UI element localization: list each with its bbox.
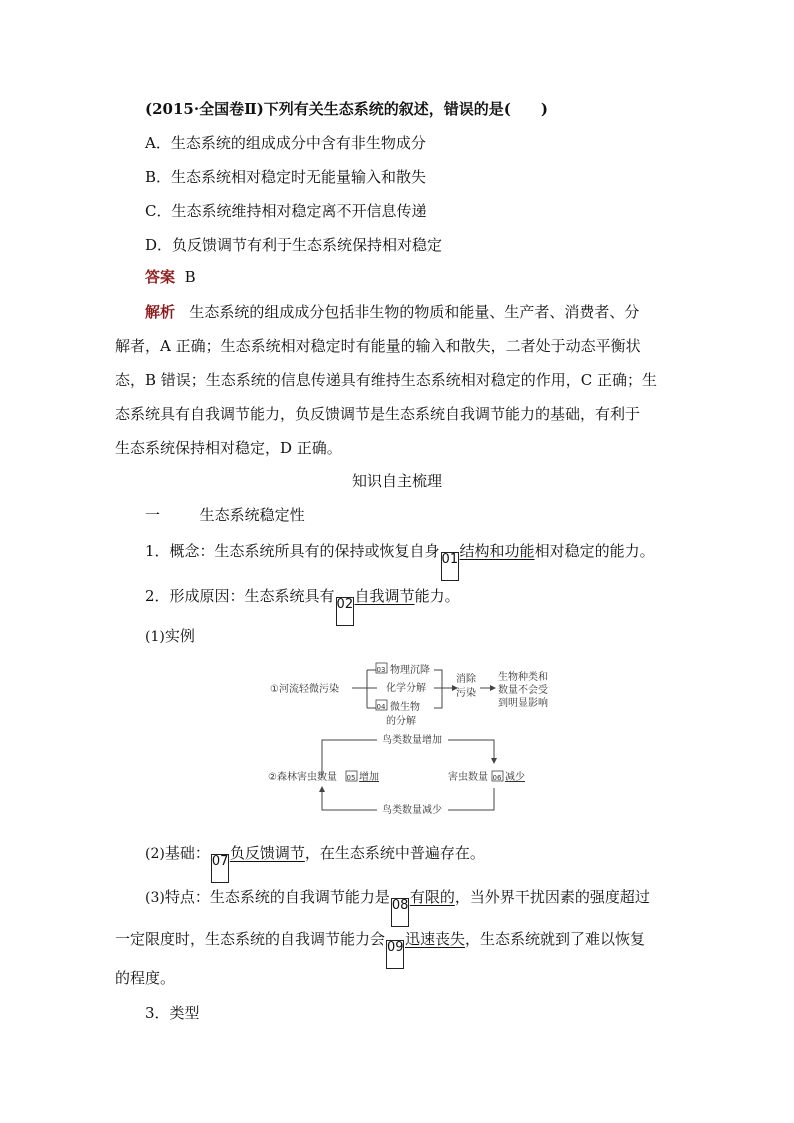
option-a: A．生态系统的组成成分中含有非生物成分 xyxy=(145,134,426,152)
question-stem: (2015·全国卷Ⅱ)下列有关生态系统的叙述，错误的是( ) xyxy=(145,100,549,118)
blank-04: 04 xyxy=(376,703,386,711)
chem-label: 化学分解 xyxy=(386,683,426,694)
blank-05: 05 xyxy=(346,774,356,782)
micro-label-2: 的分解 xyxy=(386,716,416,727)
decrease-label: 减少 xyxy=(505,772,525,783)
item1-suffix: 相对稳定的能力。 xyxy=(534,542,655,560)
answer-value: B xyxy=(184,268,196,286)
item1-prefix: 1．概念：生态系统所具有的保持或恢复自身 xyxy=(145,542,440,560)
micro-label: 微生物 xyxy=(390,702,420,713)
blank-07: 07 xyxy=(211,854,229,883)
feature-row-2 xyxy=(115,928,645,969)
eliminate-1: 消除 xyxy=(456,674,476,685)
blank-06: 06 xyxy=(492,774,502,782)
option-b: B．生态系统相对稳定时无能量输入和散失 xyxy=(145,168,427,186)
increase-label: 增加 xyxy=(359,772,379,783)
example-diagram xyxy=(262,660,562,820)
item2-answer: 自我调节 xyxy=(354,587,415,605)
blank-03: 03 xyxy=(376,666,386,674)
option-c: C．生态系统维持相对稳定离不开信息传递 xyxy=(145,202,427,220)
item2-prefix: 2．形成原因：生态系统具有 xyxy=(145,587,335,605)
feature-row-1 xyxy=(145,886,650,927)
item-2 xyxy=(145,585,460,626)
basis-num: (2) xyxy=(145,846,165,862)
option-d: D．负反馈调节有利于生态系统保持相对稳定 xyxy=(145,236,443,254)
feature-row-3: 的程度。 xyxy=(115,969,176,987)
phys-label: 物理沉降 xyxy=(390,665,430,676)
result-1: 生物种类和 xyxy=(498,672,548,683)
analysis-line-1 xyxy=(145,301,639,323)
answer-row xyxy=(145,266,196,288)
feature-mid: ，当外界干扰因素的强度超过 xyxy=(454,888,650,906)
item1-answer: 结构和功能 xyxy=(459,542,535,560)
analysis-line-2: 解者，A 正确；生态系统相对稳定时有能量的输入和散失，二者处于动态平衡状 xyxy=(115,337,641,355)
analysis-line-3: 态，B 错误；生态系统的信息传递具有维持生态系统相对稳定的作用，C 正确；生 xyxy=(115,371,658,389)
item-1 xyxy=(145,540,655,581)
analysis-line-5: 生态系统保持相对稳定，D 正确。 xyxy=(115,439,342,457)
bird-increase: 鸟类数量增加 xyxy=(382,735,442,746)
item2-suffix: 能力。 xyxy=(414,587,460,605)
analysis-label: 解析 xyxy=(145,303,176,321)
feature-line2-suffix: ，生态系统就到了难以恢复 xyxy=(465,930,646,948)
blank-09: 09 xyxy=(386,940,404,969)
part-title: 生态系统稳定性 xyxy=(199,506,305,524)
feature-prefix: 特点：生态系统的自我调节能力是 xyxy=(164,888,390,906)
example-num: (1) xyxy=(145,629,165,645)
eliminate-2: 污染 xyxy=(456,688,476,699)
result-3: 到明显影响 xyxy=(498,698,548,709)
section-title: 知识自主梳理 xyxy=(351,472,442,490)
part-number: 一 xyxy=(145,506,161,524)
answer-label: 答案 xyxy=(145,268,176,286)
blank-01: 01 xyxy=(441,552,459,581)
feature-num: (3) xyxy=(145,890,165,906)
forest-label: ②森林害虫数量 xyxy=(268,772,337,783)
blank-02: 02 xyxy=(336,597,354,626)
feature-answer-1: 有限的 xyxy=(409,888,455,906)
feature-answer-2: 迅速丧失 xyxy=(405,930,466,948)
pest-label: 害虫数量 xyxy=(448,772,488,783)
part-heading xyxy=(145,504,305,526)
basis-row xyxy=(145,842,485,883)
feature-line2-prefix: 一定限度时，生态系统的自我调节能力会 xyxy=(115,930,386,948)
bird-decrease: 鸟类数量减少 xyxy=(382,805,442,816)
example-heading xyxy=(145,625,195,648)
blank-08: 08 xyxy=(391,898,409,927)
river-label: ①河流轻微污染 xyxy=(270,684,339,695)
item-3: 3．类型 xyxy=(145,1004,200,1022)
basis-prefix: 基础： xyxy=(164,844,210,862)
basis-suffix: ，在生态系统中普遍存在。 xyxy=(304,844,485,862)
basis-answer: 负反馈调节 xyxy=(229,844,305,862)
result-2: 数量不会受 xyxy=(498,685,548,696)
example-label: 实例 xyxy=(164,627,195,645)
analysis-text-1: 生态系统的组成成分包括非生物的物质和能量、生产者、消费者、分 xyxy=(189,303,640,321)
analysis-line-4: 态系统具有自我调节能力，负反馈调节是生态系统自我调节能力的基础，有利于 xyxy=(115,405,641,423)
